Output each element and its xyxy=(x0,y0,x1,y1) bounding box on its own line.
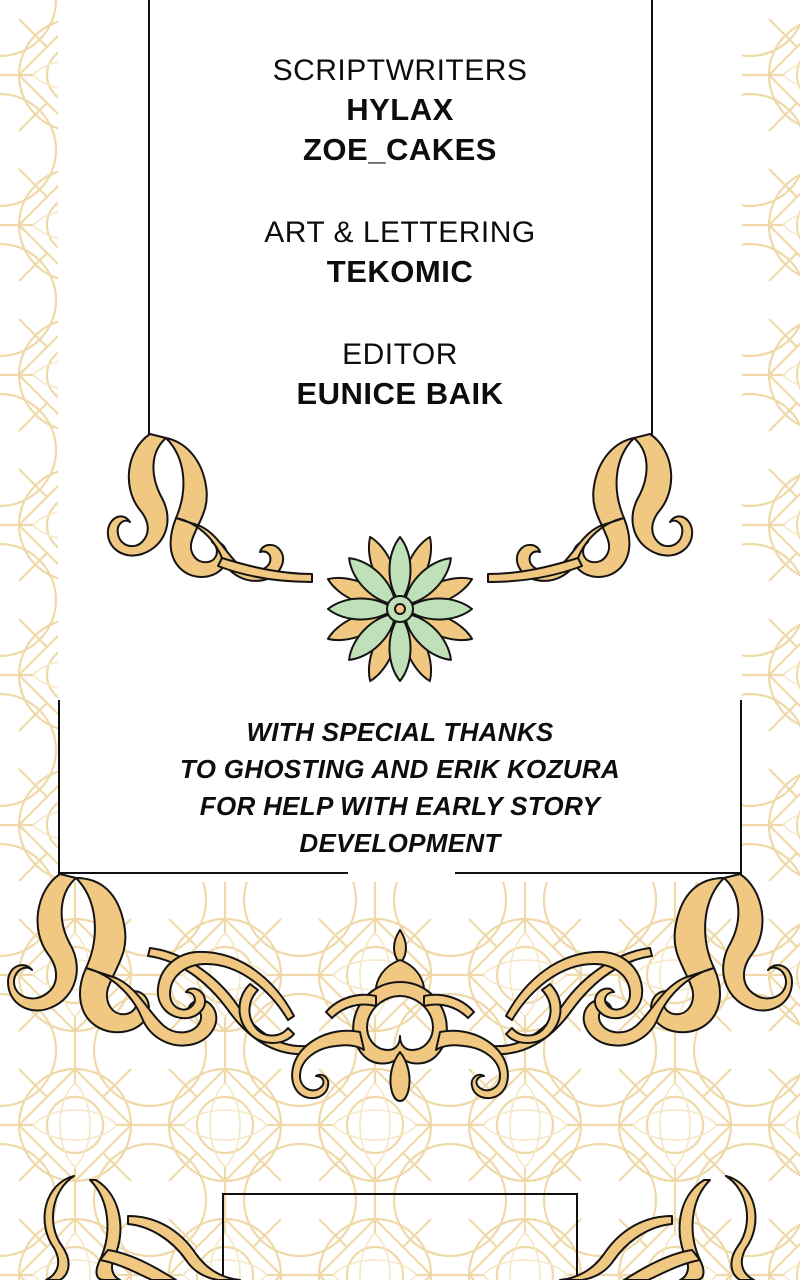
credit-block-scriptwriters xyxy=(0,52,800,170)
panel-rule-bottom-right xyxy=(455,872,742,874)
thanks-line: FOR HELP WITH EARLY STORY xyxy=(199,790,601,821)
credit-name: EUNICE BAIK xyxy=(296,376,504,412)
bottom-frame-top-rule xyxy=(222,1193,578,1195)
credit-role: SCRIPTWRITERS xyxy=(272,54,528,87)
panel-rule-bottom-left xyxy=(58,872,348,874)
thanks-line: DEVELOPMENT xyxy=(299,827,501,858)
credit-name: TEKOMIC xyxy=(326,254,474,290)
bottom-frame-right-rule xyxy=(576,1193,578,1280)
credit-block-editor xyxy=(0,336,800,414)
special-thanks-text xyxy=(0,714,800,862)
credit-role: EDITOR xyxy=(342,338,458,372)
thanks-line: WITH SPECIAL THANKS xyxy=(246,717,554,747)
bottom-frame-left-rule xyxy=(222,1193,224,1280)
credits-list xyxy=(0,52,800,459)
credit-name: ZOE_CAKES xyxy=(303,132,497,168)
thanks-line: TO GHOSTING AND ERIK KOZURA xyxy=(180,753,620,784)
credit-name: HYLAX xyxy=(346,91,454,127)
credit-block-art-lettering xyxy=(0,214,800,292)
credit-role: ART & LETTERING xyxy=(264,216,536,250)
